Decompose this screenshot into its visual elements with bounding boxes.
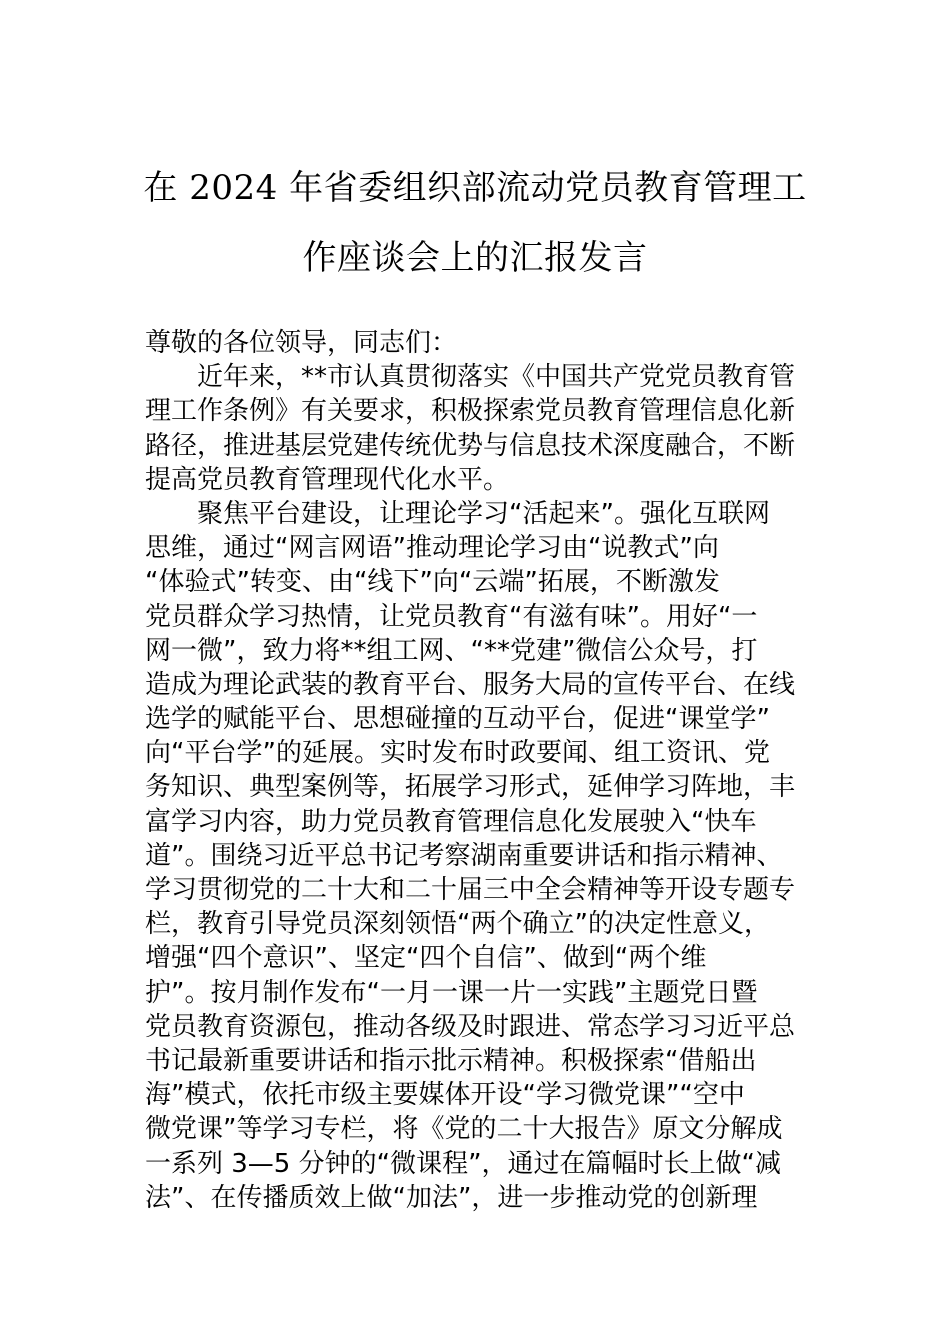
salutation: 尊敬的各位领导，同志们： — [145, 328, 458, 358]
body-line: 党员群众学习热情，让党员教育“有滋有味”。用好“一 — [145, 601, 758, 632]
body-line: 聚焦平台建设，让理论学习“活起来”。强化互联网 — [145, 498, 770, 529]
body-line: 增强“四个意识”、坚定“四个自信”、做到“两个维 — [145, 943, 707, 974]
body-line: 道”。围绕习近平总书记考察湖南重要讲话和指示精神、 — [145, 840, 783, 871]
body-line: 法”、在传播质效上做“加法”，进一步推动党的创新理 — [145, 1182, 758, 1213]
body-line: 思维，通过“网言网语”推动理论学习由“说教式”向 — [145, 533, 719, 564]
body-line: 护”。按月制作发布“一月一课一片一实践”主题党日暨 — [145, 977, 758, 1008]
body-line: 海”模式，依托市级主要媒体开设“学习微党课”“空中 — [145, 1080, 745, 1111]
body-line: 一系列 3—5 分钟的“微课程”，通过在篇幅时长上做“减 — [145, 1148, 782, 1179]
body-line: 路径，推进基层党建传统优势与信息技术深度融合，不断 — [145, 430, 796, 461]
body-line: 理工作条例》有关要求，积极探索党员教育管理信息化新 — [145, 396, 796, 427]
body-line: 向“平台学”的延展。实时发布时政要闻、组工资讯、党 — [145, 738, 770, 769]
body-line: 务知识、典型案例等，拓展学习形式，延伸学习阵地，丰 — [145, 772, 796, 803]
body-line: 学习贯彻党的二十大和二十届三中全会精神等开设专题专 — [145, 875, 796, 905]
body-line: “体验式”转变、由“线下”向“云端”拓展，不断激发 — [145, 567, 720, 598]
body-line: 富学习内容，助力党员教育管理信息化发展驶入“快车 — [145, 806, 757, 837]
body-line: 党员教育资源包，推动各级及时跟进、常态学习习近平总 — [145, 1011, 796, 1042]
document-title-line-2: 作座谈会上的汇报发言 — [302, 238, 648, 278]
body-line: 书记最新重要讲话和指示批示精神。积极探索“借船出 — [145, 1045, 757, 1076]
body-line: 网一微”，致力将**组工网、“**党建”微信公众号，打 — [145, 635, 758, 666]
body-line: 栏，教育引导党员深刻领悟“两个确立”的决定性意义， — [145, 909, 770, 940]
document-title-line-1: 在 2024 年省委组织部流动党员教育管理工 — [143, 168, 807, 208]
body-line: 造成为理论武装的教育平台、服务大局的宣传平台、在线 — [145, 669, 796, 700]
body-line: 选学的赋能平台、思想碰撞的互动平台，促进“课堂学” — [145, 704, 770, 735]
body-line: 提高党员教育管理现代化水平。 — [145, 464, 510, 495]
body-line: 近年来，**市认真贯彻落实《中国共产党党员教育管 — [145, 362, 796, 393]
document-body — [145, 326, 815, 1215]
body-line: 微党课”等学习专栏，将《党的二十大报告》原文分解成 — [145, 1114, 783, 1145]
